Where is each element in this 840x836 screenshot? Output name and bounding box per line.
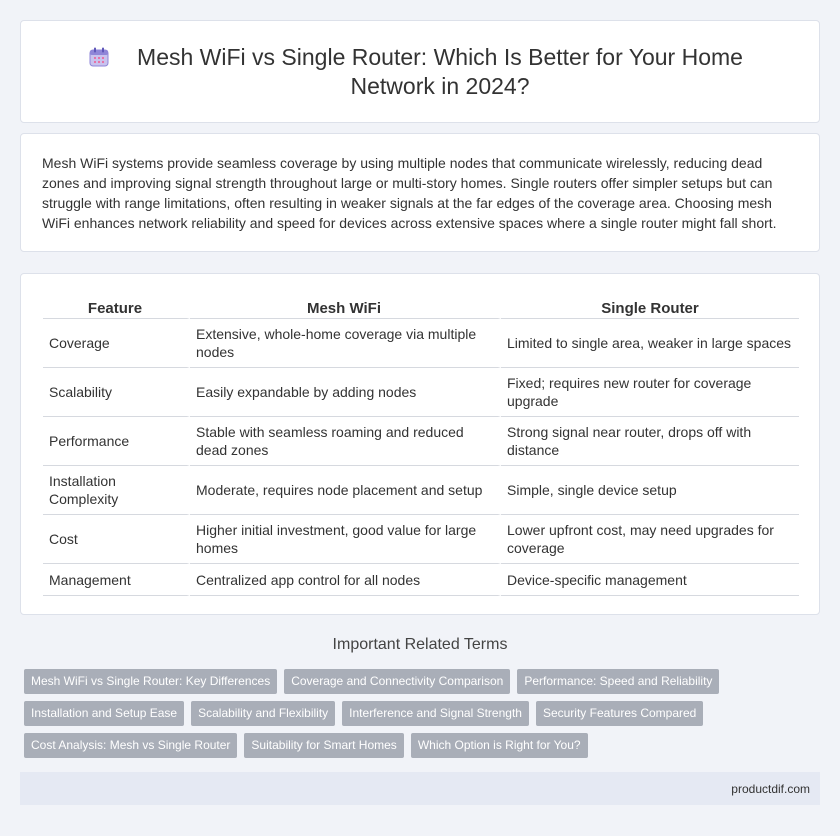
feature-cell: Cost: [43, 515, 190, 564]
related-tag[interactable]: Performance: Speed and Reliability: [517, 669, 719, 694]
related-tag[interactable]: Cost Analysis: Mesh vs Single Router: [24, 733, 237, 758]
related-tags: [24, 669, 824, 765]
title-card: [20, 20, 820, 123]
related-tag[interactable]: Scalability and Flexibility: [191, 701, 335, 726]
feature-cell: Installation Complexity: [43, 466, 190, 515]
table-header-row: [43, 296, 799, 319]
related-tag[interactable]: Security Features Compared: [536, 701, 703, 726]
feature-cell: Performance: [43, 417, 190, 466]
related-tag[interactable]: Coverage and Connectivity Comparison: [284, 669, 510, 694]
calendar-icon: [89, 47, 109, 67]
related-tag[interactable]: Which Option is Right for You?: [411, 733, 588, 758]
router-cell: Device-specific management: [501, 564, 799, 596]
feature-cell: Coverage: [43, 319, 190, 368]
table-row: [43, 466, 799, 515]
router-cell: Strong signal near router, drops off with distance: [501, 417, 799, 466]
mesh-cell: Stable with seamless roaming and reduced dead zones: [190, 417, 501, 466]
table-row: [43, 417, 799, 466]
intro-paragraph: Mesh WiFi systems provide seamless coverage by using multiple nodes that communicate wirelessly, reducing dead zones and improving signal strength throughout large or multi-story homes. Single routers offer simpler setups but can struggle with range limitations, often resulting in weaker signals at the far edges of the coverage area. Choosing mesh WiFi enhances network reliability and speed for devices across extensive spaces where a single router might fall short.: [42, 155, 777, 231]
comparison-card: [20, 273, 820, 615]
related-terms-heading: Important Related Terms: [332, 636, 508, 653]
intro-card: [20, 133, 820, 252]
footer: [20, 772, 820, 805]
mesh-cell: Moderate, requires node placement and setup: [190, 466, 501, 515]
tag-row: [24, 733, 824, 758]
related-tag[interactable]: Interference and Signal Strength: [342, 701, 529, 726]
mesh-cell: Extensive, whole-home coverage via multiple nodes: [190, 319, 501, 368]
mesh-cell: Centralized app control for all nodes: [190, 564, 501, 596]
table-row: [43, 368, 799, 417]
header-feature: Feature: [43, 296, 190, 319]
tag-row: [24, 669, 824, 694]
table-row: [43, 564, 799, 596]
router-cell: Fixed; requires new router for coverage upgrade: [501, 368, 799, 417]
related-tag[interactable]: Suitability for Smart Homes: [244, 733, 403, 758]
mesh-cell: Higher initial investment, good value for large homes: [190, 515, 501, 564]
table-row: [43, 319, 799, 368]
feature-cell: Management: [43, 564, 190, 596]
router-cell: Simple, single device setup: [501, 466, 799, 515]
router-cell: Limited to single area, weaker in large spaces: [501, 319, 799, 368]
header-single-router: Single Router: [501, 296, 799, 319]
related-tag[interactable]: Mesh WiFi vs Single Router: Key Differences: [24, 669, 277, 694]
table-row: [43, 515, 799, 564]
footer-site[interactable]: productdif.com: [731, 782, 810, 796]
title-wrap: [21, 43, 819, 101]
related-tag[interactable]: Installation and Setup Ease: [24, 701, 184, 726]
page-title: Mesh WiFi vs Single Router: Which Is Better for Your Home Network in 2024?: [137, 44, 743, 99]
mesh-cell: Easily expandable by adding nodes: [190, 368, 501, 417]
feature-cell: Scalability: [43, 368, 190, 417]
header-mesh-wifi: Mesh WiFi: [190, 296, 501, 319]
comparison-table: [43, 296, 799, 596]
tag-row: [24, 701, 824, 726]
router-cell: Lower upfront cost, may need upgrades for coverage: [501, 515, 799, 564]
